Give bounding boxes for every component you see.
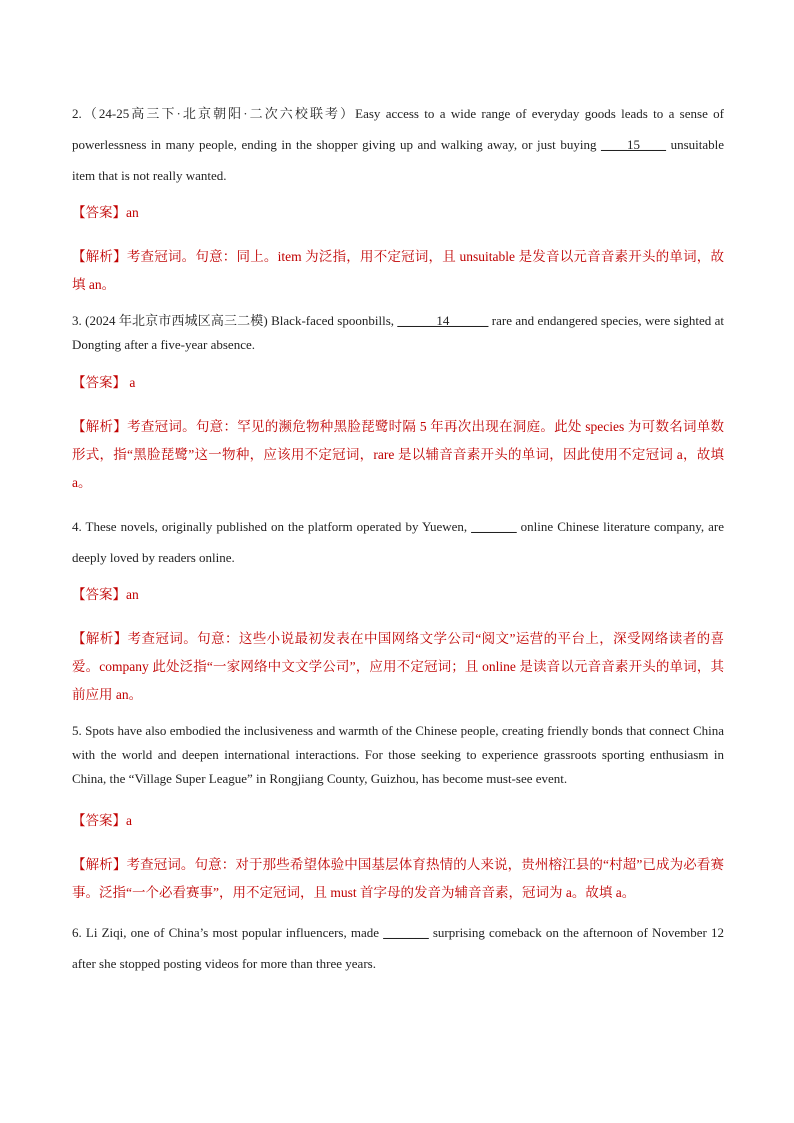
question-2-text-end: unsuitable item that is not really wanted. [72, 137, 724, 183]
question-4-text: 4. These novels, originally published on the platform operated by Yuewen, [72, 519, 472, 534]
blank-15: ____15____ [601, 137, 667, 152]
question-5-text: 5. Spots have also embodied the inclusiveness and warmth of the Chinese people, creating friendly bonds that connect China with the world and deepen international interactions. For those seeking to experience grassroots sporting enthusiasm in China, the “Village Super League” in Rongjiang County, Guizhou, has become must-see event. [72, 723, 724, 786]
question-6 [72, 917, 724, 979]
answer-5: 【答案】a [72, 813, 132, 828]
blank-14: ______14______ [397, 313, 489, 328]
blank-6: _______ [383, 925, 429, 940]
question-3-text-end: rare and endangered species, were sighted at Dongting after a five-year absence. [72, 313, 724, 352]
explanation-2: 【解析】考查冠词。句意：同上。item 为泛指，用不定冠词，且 unsuitable 是发音以元音音素开头的单词，故填 an。 [72, 249, 724, 292]
explanation-5: 【解析】考查冠词。句意：对于那些希望体验中国基层体育热情的人来说，贵州榕江县的“村超”已成为必看赛事。泛指“一个必看赛事”，用不定冠词，且 must 首字母的发音为辅音音素，冠词为 a。故填 a。 [72, 857, 725, 900]
answer-4: 【答案】an [72, 587, 139, 602]
question-6-text-end: surprising comeback on the afternoon of November 12 after she stopped posting videos for more than three years. [72, 925, 724, 971]
blank-4: _______ [471, 519, 517, 534]
answer-3: 【答案】 a [72, 375, 136, 390]
question-2-text: 2.（24-25高三下·北京朝阳·二次六校联考）Easy access to a wide range of everyday goods leads to a sense of powerlessness in many people, ending in the shopper giving up and walking away, or just buying [72, 106, 724, 152]
question-5 [72, 719, 724, 791]
explanation-3: 【解析】考查冠词。句意：罕见的濒危物种黑脸琵鹭时隔 5 年再次出现在洞庭。此处 species 为可数名词单数形式，指“黑脸琵鹭”这一物种，应该用不定冠词，rare 是以辅音音素开头的单词，因此使用不定冠词 a，故填 a。 [72, 419, 725, 490]
document-page [72, 98, 724, 979]
explanation-4: 【解析】考查冠词。句意：这些小说最初发表在中国网络文学公司“阅文”运营的平台上，深受网络读者的喜爱。company 此处泛指“一家网络中文文学公司”，应用不定冠词；且 online 是读音以元音音素开头的单词，其前应用 an。 [72, 631, 725, 702]
question-4 [72, 511, 724, 573]
question-3 [72, 309, 724, 357]
question-3-text: 3. (2024 年北京市西城区高三二模) Black-faced spoonbills, [72, 313, 398, 328]
question-6-text: 6. Li Ziqi, one of China’s most popular influencers, made [72, 925, 384, 940]
question-4-text-end: online Chinese literature company, are deeply loved by readers online. [72, 519, 724, 565]
answer-2: 【答案】an [72, 205, 139, 220]
question-2 [72, 98, 724, 191]
